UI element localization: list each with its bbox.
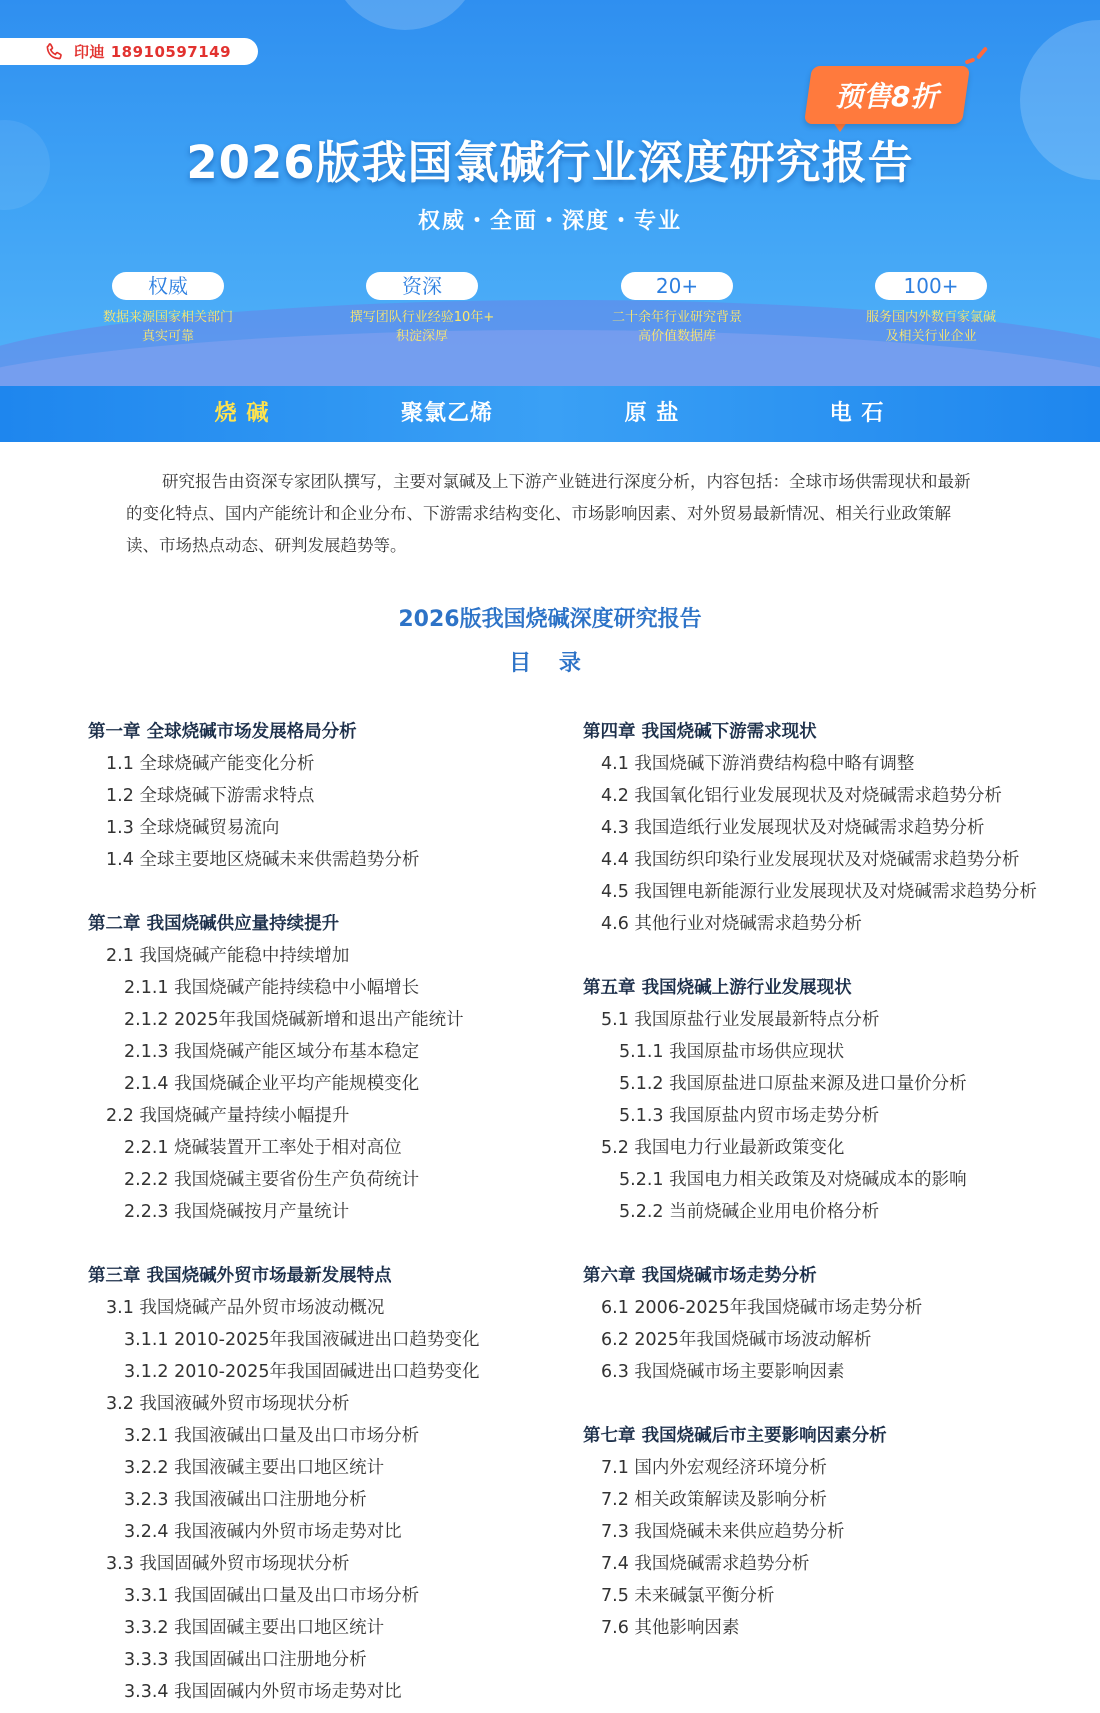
toc-entry[interactable]: 4.4 我国纺织印染行业发展现状及对烧碱需求趋势分析 [601,850,1020,870]
toc-entry[interactable]: 3.3.4 我国固碱内外贸市场走势对比 [124,1682,402,1702]
feature-line: 及相关行业企业 [885,329,977,344]
toc-entry[interactable]: 6.3 我国烧碱市场主要影响因素 [601,1362,845,1382]
feature-line: 真实可靠 [141,329,194,344]
toc-entry[interactable]: 6.1 2006-2025年我国烧碱市场走势分析 [601,1298,923,1318]
toc-entry[interactable]: 1.3 全球烧碱贸易流向 [106,818,280,838]
feature-badge: 资深 [366,272,478,300]
decor-spark [976,46,988,59]
toc-entry[interactable]: 3.3.1 我国固碱出口量及出口市场分析 [124,1586,420,1606]
toc-entry[interactable]: 3.2.4 我国液碱内外贸市场走势对比 [124,1522,402,1542]
toc-entry[interactable]: 3.3.2 我国固碱主要出口地区统计 [124,1618,385,1638]
toc-entry[interactable]: 3.2.2 我国液碱主要出口地区统计 [124,1458,385,1478]
toc-entry[interactable]: 5.2.1 我国电力相关政策及对烧碱成本的影响 [619,1170,967,1190]
toc-entry[interactable]: 3.3 我国固碱外贸市场现状分析 [106,1554,350,1574]
toc-entry[interactable]: 2.2.1 烧碱装置开工率处于相对高位 [124,1138,402,1158]
report-title: 2026版我国烧碱深度研究报告 [398,607,702,632]
promo-text: 预售8折 [835,80,939,113]
sub-title: 权威・全面・深度・专业 [417,209,682,234]
toc-entry[interactable]: 3.1.2 2010-2025年我国固碱进出口趋势变化 [124,1362,480,1382]
toc-entry[interactable]: 2.1 我国烧碱产能稳中持续增加 [106,946,350,966]
feature-line: 二十余年行业研究背景 [611,310,742,325]
toc-chapter[interactable]: 第一章 全球烧碱市场发展格局分析 [88,722,357,742]
contact-pill[interactable] [0,38,258,65]
feature-authority [73,272,263,346]
toc-entry[interactable]: 5.1.3 我国原盐内贸市场走势分析 [619,1106,880,1126]
toc-entry[interactable]: 5.1 我国原盐行业发展最新特点分析 [601,1010,880,1030]
toc-title: 目 录 [509,651,591,676]
toc-chapter[interactable]: 第二章 我国烧碱供应量持续提升 [88,914,340,934]
toc-chapter[interactable]: 第三章 我国烧碱外贸市场最新发展特点 [88,1266,392,1286]
toc-chapter[interactable]: 第六章 我国烧碱市场走势分析 [583,1266,817,1286]
toc-entry[interactable]: 2.2.3 我国烧碱按月产量统计 [124,1202,350,1222]
feature-experience [327,272,517,346]
decor-spark [965,57,976,64]
toc-entry[interactable]: 3.2.1 我国液碱出口量及出口市场分析 [124,1426,420,1446]
feature-line: 高价值数据库 [637,329,716,344]
toc-entry[interactable]: 3.1.1 2010-2025年我国液碱进出口趋势变化 [124,1330,480,1350]
toc-entry[interactable]: 2.1.2 2025年我国烧碱新增和退出产能统计 [124,1010,464,1030]
feature-badge: 20+ [621,272,733,300]
toc-entry[interactable]: 2.1.4 我国烧碱企业平均产能规模变化 [124,1074,420,1094]
toc-entry[interactable]: 4.6 其他行业对烧碱需求趋势分析 [601,914,862,934]
feature-badge: 100+ [875,272,987,300]
toc-chapter[interactable]: 第七章 我国烧碱后市主要影响因素分析 [583,1426,887,1446]
feature-badge: 权威 [112,272,224,300]
toc-chapter[interactable]: 第四章 我国烧碱下游需求现状 [583,722,817,742]
toc-entry[interactable]: 5.2 我国电力行业最新政策变化 [601,1138,845,1158]
toc-entry[interactable]: 2.2.2 我国烧碱主要省份生产负荷统计 [124,1170,420,1190]
decor-bubble [330,0,480,30]
nav-item-calcium-carbide[interactable]: 电 石 [829,401,885,426]
toc-entry[interactable]: 4.5 我国锂电新能源行业发展现状及对烧碱需求趋势分析 [601,882,1037,902]
nav-item-raw-salt[interactable]: 原 盐 [624,401,680,426]
toc-entry[interactable]: 4.3 我国造纸行业发展现状及对烧碱需求趋势分析 [601,818,985,838]
feature-years [582,272,772,346]
feature-line: 服务国内外数百家氯碱 [865,310,996,325]
toc-entry[interactable]: 5.2.2 当前烧碱企业用电价格分析 [619,1202,880,1222]
contact-text: 印迪 18910597149 [74,43,232,61]
toc-entry[interactable]: 5.1.2 我国原盐进口原盐来源及进口量价分析 [619,1074,967,1094]
toc-entry[interactable]: 7.1 国内外宏观经济环境分析 [601,1458,827,1478]
toc-entry[interactable]: 4.1 我国烧碱下游消费结构稳中略有调整 [601,754,915,774]
feature-line: 积淀深厚 [395,329,448,344]
toc-entry[interactable]: 5.1.1 我国原盐市场供应现状 [619,1042,845,1062]
toc-entry[interactable]: 1.1 全球烧碱产能变化分析 [106,754,315,774]
toc-entry[interactable]: 3.2 我国液碱外贸市场现状分析 [106,1394,350,1414]
toc-entry[interactable]: 2.1.3 我国烧碱产能区域分布基本稳定 [124,1042,420,1062]
toc-entry[interactable]: 7.6 其他影响因素 [601,1618,740,1638]
toc-entry[interactable]: 1.4 全球主要地区烧碱未来供需趋势分析 [106,850,420,870]
header-banner [0,0,1100,442]
toc-entry[interactable]: 3.2.3 我国液碱出口注册地分析 [124,1490,367,1510]
toc-entry[interactable]: 4.2 我国氧化铝行业发展现状及对烧碱需求趋势分析 [601,786,1002,806]
intro-paragraph: 研究报告由资深专家团队撰写，主要对氯碱及上下游产业链进行深度分析，内容包括：全球市场供需现状和最新的变化特点、国内产能统计和企业分布、下游需求结构变化、市场影响因素、对外贸易最新情况、相关行业政策解读、市场热点动态、研判发展趋势等。 [126,472,971,555]
promo-badge [804,66,970,124]
toc-entry[interactable]: 2.1.1 我国烧碱产能持续稳中小幅增长 [124,978,420,998]
toc-entry[interactable]: 2.2 我国烧碱产量持续小幅提升 [106,1106,350,1126]
toc-chapter[interactable]: 第五章 我国烧碱上游行业发展现状 [583,978,852,998]
toc-entry[interactable]: 7.4 我国烧碱需求趋势分析 [601,1554,810,1574]
toc-entry[interactable]: 6.2 2025年我国烧碱市场波动解析 [601,1330,872,1350]
toc-entry[interactable]: 7.5 未来碱氯平衡分析 [601,1586,775,1606]
toc-entry[interactable]: 1.2 全球烧碱下游需求特点 [106,786,315,806]
nav-item-caustic-soda[interactable]: 烧 碱 [214,401,270,426]
category-nav [0,386,1100,442]
phone-icon [44,41,66,63]
toc-entry[interactable]: 3.1 我国烧碱产品外贸市场波动概况 [106,1298,385,1318]
toc-entry[interactable]: 3.3.3 我国固碱出口注册地分析 [124,1650,367,1670]
toc-left-column [88,720,548,1710]
feature-line: 数据来源国家相关部门 [102,310,233,325]
feature-clients [836,272,1026,346]
toc-right-column [583,720,1083,1638]
main-title: 2026版我国氯碱行业深度研究报告 [186,136,914,189]
feature-line: 撰写团队行业经验10年+ [349,310,495,325]
toc-entry[interactable]: 7.2 相关政策解读及影响分析 [601,1490,827,1510]
nav-item-pvc[interactable]: 聚氯乙烯 [400,401,494,426]
toc-entry[interactable]: 7.3 我国烧碱未来供应趋势分析 [601,1522,845,1542]
